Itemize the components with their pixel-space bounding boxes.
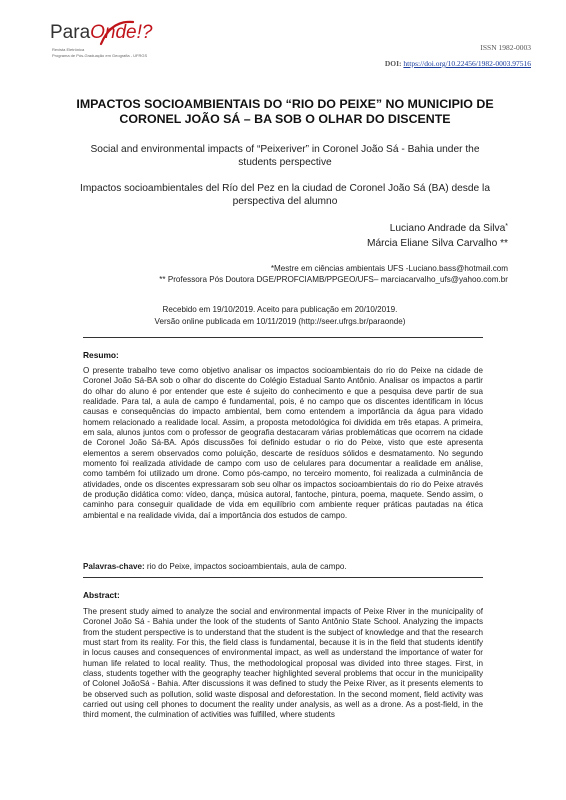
divider [83,577,483,578]
journal-logo [50,22,230,72]
author-1 [390,222,508,235]
logo-subtitle: Revista Eletrônica [52,47,85,52]
logo-onde: Onde!? [90,22,153,43]
logo-para: Para [50,22,91,43]
author-2 [367,237,508,250]
doi-label: DOI: [384,59,402,68]
resumo-heading: Resumo: [83,350,119,360]
english-title: Social and environmental impacts of “Peixeriver” in Coronel João Sá - Bahia under the students perspective [90,144,480,168]
doi-link[interactable]: https://doi.org/10.22456/1982-0003.97516 [403,59,531,68]
received-date: Recebido em 19/10/2019. Aceito para publicação em 20/10/2019. [162,305,398,314]
keywords-text: rio do Peixe, impactos socioambientais, aula de campo. [146,562,347,571]
affiliation-1: *Mestre em ciências ambientais UFS -Luciano.bass@hotmail.com [270,264,508,273]
author-1-mark: * [505,223,508,230]
abstract-text: The present study aimed to analyze the social and environmental impacts of Peixe River in the municipality of Coronel João Sá - Bahia under the look of the students of Santo Antônio State School. Analyzing the impacts from the student perspective is to understand that the student is the subject of knowledge and that the research must start from its reality. For this, the field class is fundamental, because it is in the field that students identify in locus causes and consequences of environmental impact, as well as understand the importance of water for human life related to local reality. Thus, the methodological proposal was divided into three stages. First, in class, students together with the geography teacher highlighted several problems that occur in the municipality of Colonel JoãoSá - Bahia. After discussions it was defined to study the Peixe River, as it presents elements to be observed such as pollution, solid waste disposal and deforestation. In the second moment, field activity was carried out using cell phones to document the reality under analysis, as well as a drone. As a post-field, in the third moment, the culmination of activities was fulfilled, where students [83,607,483,720]
divider [83,337,483,338]
author-1-name: Luciano Andrade da Silva [389,223,506,234]
logo-wordmark [50,22,152,44]
abstract-heading: Abstract: [83,590,120,600]
keywords [83,562,483,572]
doi-line [385,59,531,68]
resumo-text: O presente trabalho teve como objetivo analisar os impactos socioambientais do rio do Peixe na cidade de Coronel João Sá-BA sob o olhar do discente do Colégio Estadual Santo Antônio. Analisar os impactos a partir do olhar do aluno é por entender que este é sujeito do conhecimento e que a pesquisa deve partir de sua realidade. Para tal, a aula de campo é fundamental, pois, é no campo que os discentes identificam in lócus causas e consequências do impacto ambiental, bem como entendem a importância da água para vidado homem relacionado a realidade local. Assim, a proposta metodológica foi dividida em três etapas. A primeira, em sala, alunos juntos com o professor de geografia destacaram várias problemáticas que ocorrem na cidade de Coronel João Sá-BA. Após discussões foi definido estudar o rio do Peixe, visto que este apresenta elementos a serem observados como poluição, descarte de resíduos sólidos e desmatamento. No segundo momento foi realizada atividade de campo com uso de celulares para documentar a realidade em análise, como também foi utilizado um drone. Como pós-campo, no terceiro momento, foi realizada a culminância de atividades, onde os discentes expressaram sob seu olhar os impactos socioambientais do rio do Peixe através de produção didática como: vídeo, dança, música autoral, fantoche, pintura, poema, maquete. Sendo assim, o caminho para conseguir qualidade de vida em equilíbrio com ambiente requer práticas pautadas na ética ambiental e na realidade vivida, daí a importância dos estudos de campo. [83,366,483,520]
issn: ISSN 1982-0003 [480,43,531,52]
author-2-mark: ** [497,238,508,249]
article-title: IMPACTOS SOCIOAMBIENTAIS DO “RIO DO PEIXE” NO MUNICIPIO DE CORONEL JOÃO SÁ – BA SOB O OLHAR DO DISCENTE [76,97,494,126]
online-date: Versão online publicada em 10/11/2019 (http://seer.ufrgs.br/paraonde) [154,317,406,326]
spanish-title: Impactos socioambientales del Río del Pez en la ciudad de Coronel João Sá (BA) desde la perspectiva del alumno [79,183,490,207]
logo-subtitle-program: Programa de Pós-Graduação em Geografia - UFRGS [52,53,148,58]
author-2-name: Márcia Eliane Silva Carvalho [367,238,498,249]
affiliation-2: ** Professora Pós Doutora DGE/PROFCIAMB/PPGEO/UFS– marciacarvalho_ufs@yahoo.com.br [159,275,508,284]
keywords-label: Palavras-chave: [83,562,145,571]
